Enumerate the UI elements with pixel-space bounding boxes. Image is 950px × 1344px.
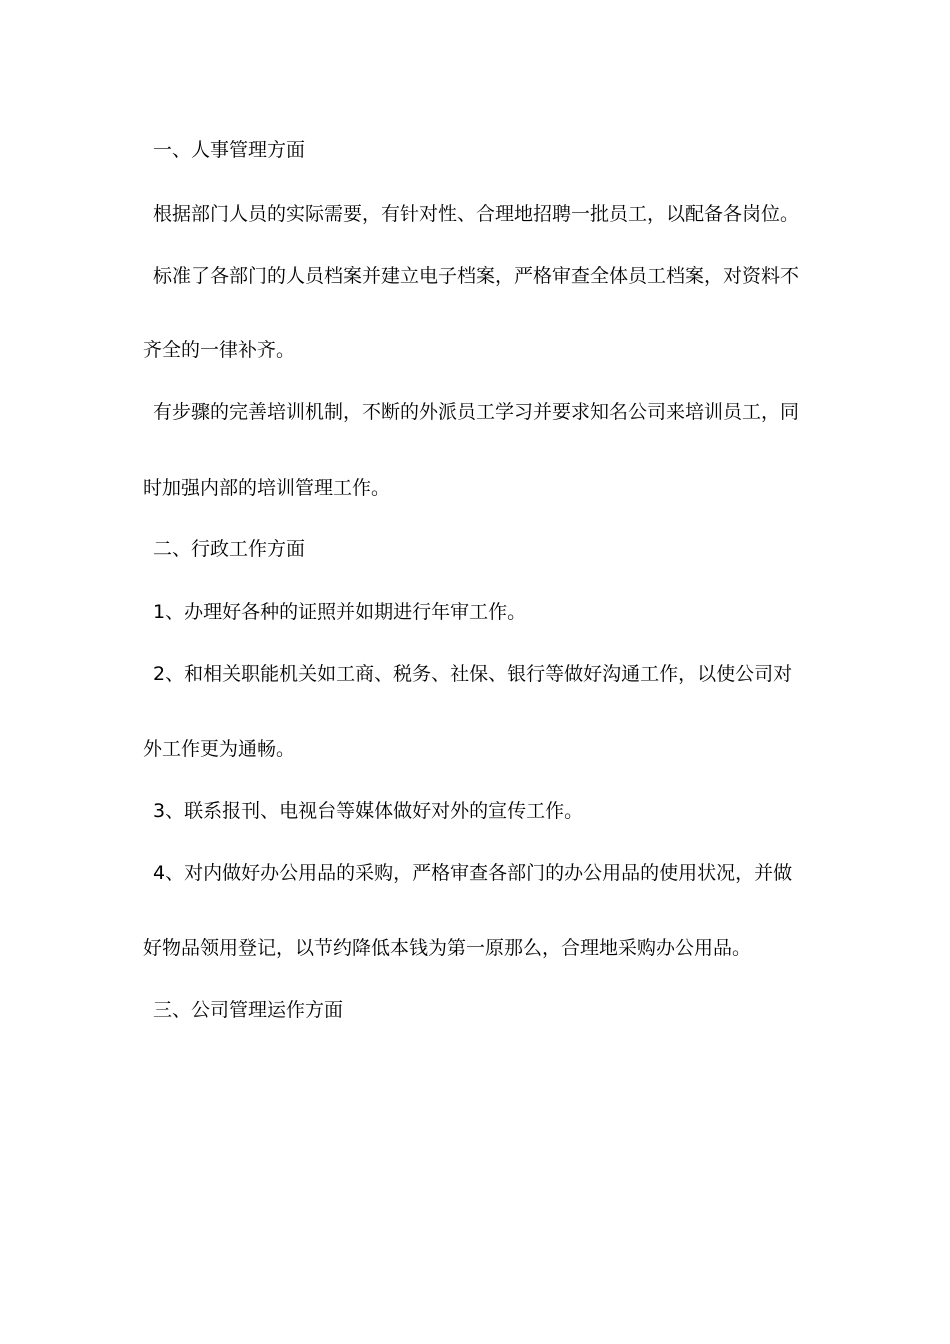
paragraph-line: 好物品领用登记，以节约降低本钱为第一原那么，合理地采购办公用品。 bbox=[143, 937, 752, 959]
paragraph-line: 有步骤的完善培训机制，不断的外派员工学习并要求知名公司来培训员工，同 bbox=[153, 401, 800, 423]
list-item: 1、办理好各种的证照并如期进行年审工作。 bbox=[153, 601, 527, 623]
paragraph-line: 根据部门人员的实际需要，有针对性、合理地招聘一批员工，以配备各岗位。 bbox=[153, 203, 800, 225]
section-heading-administration: 二、行政工作方面 bbox=[153, 538, 306, 560]
paragraph-line: 标准了各部门的人员档案并建立电子档案，严格审查全体员工档案，对资料不 bbox=[153, 265, 800, 287]
paragraph-line: 外工作更为通畅。 bbox=[143, 738, 296, 760]
list-item: 4、对内做好办公用品的采购，严格审查各部门的办公用品的使用状况，并做 bbox=[153, 862, 793, 884]
paragraph-line: 时加强内部的培训管理工作。 bbox=[143, 477, 391, 499]
paragraph-line: 齐全的一律补齐。 bbox=[143, 339, 296, 361]
section-heading-operations: 三、公司管理运作方面 bbox=[153, 999, 344, 1021]
list-item: 2、和相关职能机关如工商、税务、社保、银行等做好沟通工作，以使公司对 bbox=[153, 663, 793, 685]
list-item: 3、联系报刊、电视台等媒体做好对外的宣传工作。 bbox=[153, 800, 584, 822]
section-heading-personnel: 一、人事管理方面 bbox=[153, 139, 306, 161]
